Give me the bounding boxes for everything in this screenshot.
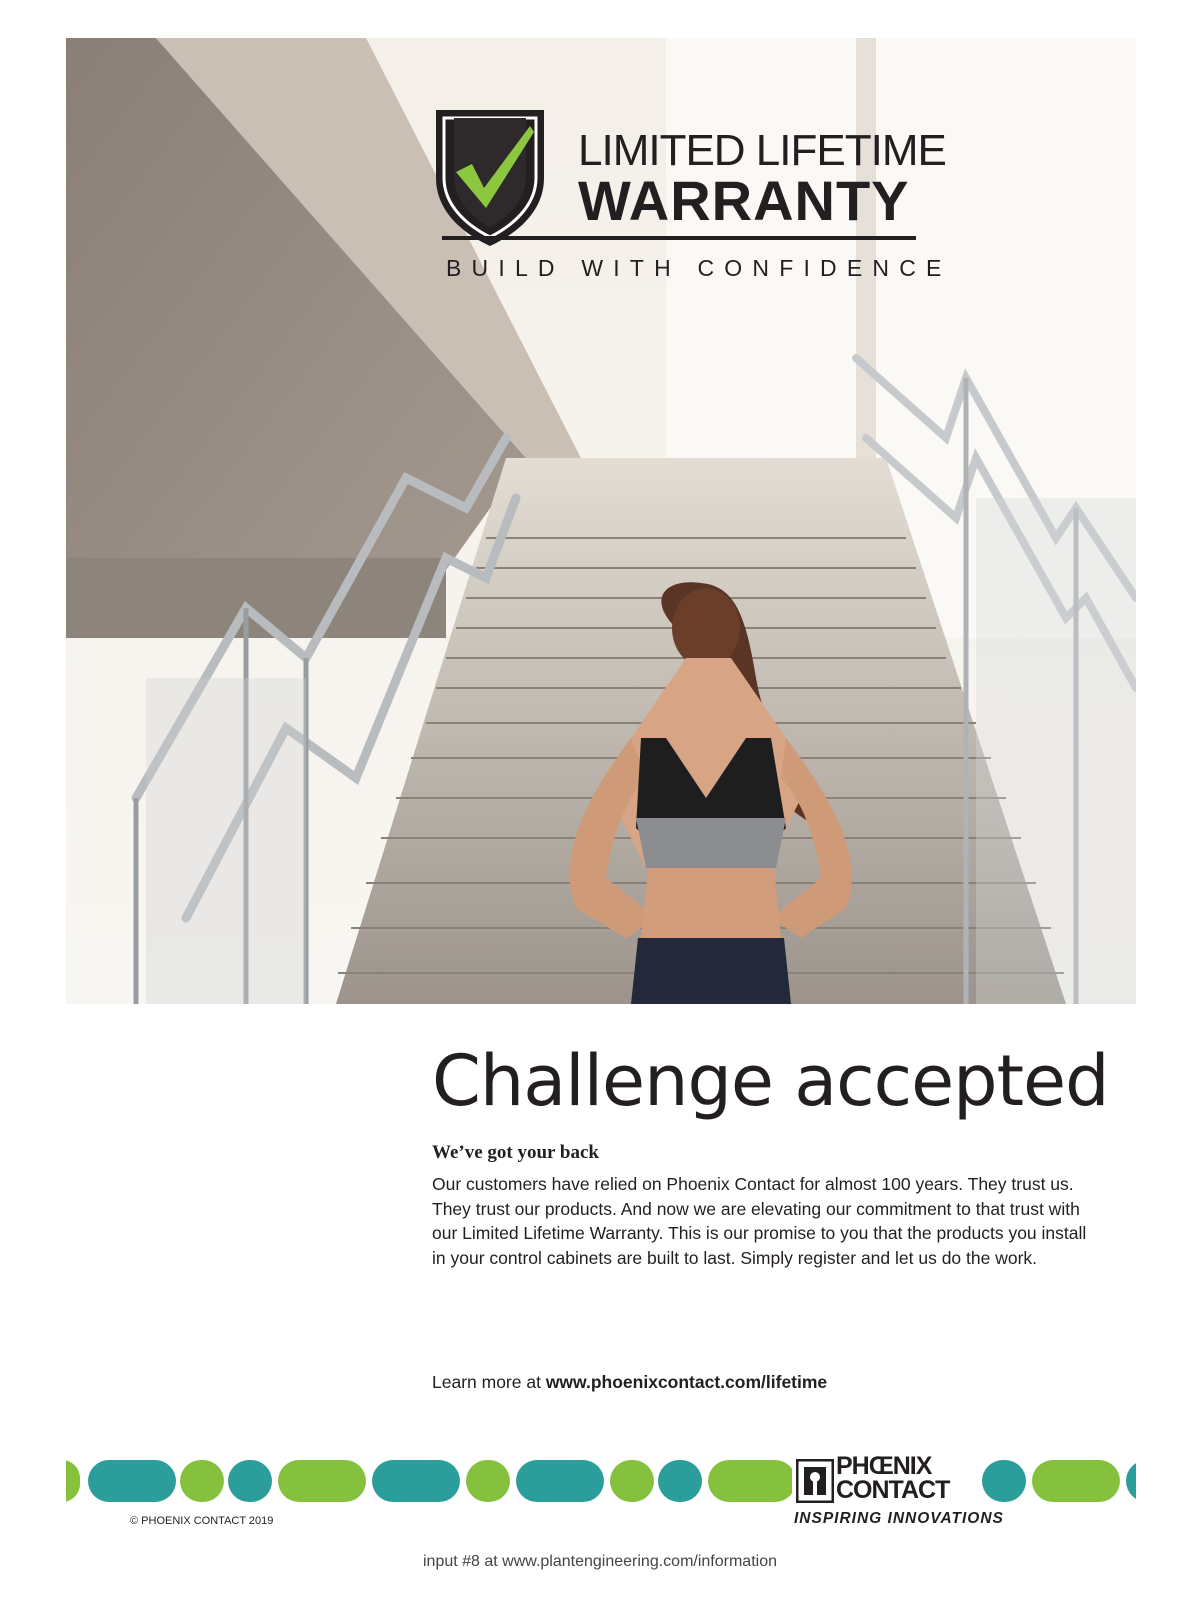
logo-wordmark: [836, 1454, 949, 1502]
phoenix-logo-mark-icon: [796, 1459, 834, 1503]
footer-note: input #8 at www.plantengineering.com/information: [423, 1553, 777, 1570]
badge-line-limited-lifetime: LIMITED LIFETIME: [578, 126, 946, 175]
pill-teal: [516, 1460, 604, 1502]
warranty-badge: [430, 100, 952, 290]
badge-tagline: BUILD WITH CONFIDENCE: [446, 255, 952, 281]
decorative-pill-strip: [66, 1458, 1136, 1504]
pill-green: [466, 1460, 510, 1502]
badge-line-warranty: WARRANTY: [578, 169, 910, 232]
pill-green: [708, 1460, 796, 1502]
pill-green: [278, 1460, 366, 1502]
learn-more-line: [432, 1372, 827, 1393]
copyright-notice: © PHOENIX CONTACT 2019: [130, 1515, 274, 1527]
phoenix-contact-logo: [792, 1453, 972, 1509]
logo-line-phoenix: PHŒNIX: [836, 1452, 932, 1480]
pill-teal: [982, 1460, 1026, 1502]
pill-green: [66, 1460, 80, 1502]
pill-teal: [658, 1460, 702, 1502]
subheading: We’ve got your back: [432, 1142, 599, 1163]
shield-check-icon: [430, 100, 550, 250]
badge-divider: [442, 236, 916, 240]
headline: Challenge accepted: [432, 1040, 1109, 1122]
body-paragraph: Our customers have relied on Phoenix Contact for almost 100 years. They trust us. They trust our products. And now we are elevating our commitment to that trust with our Limited Lifetime Warranty. This is our promise to you that the products you install in your control cabinets are built to last. Simply register and let us do the work.: [432, 1174, 1087, 1268]
learn-more-prefix: Learn more at: [432, 1372, 546, 1392]
pill-teal: [1126, 1460, 1136, 1502]
pill-green: [610, 1460, 654, 1502]
pill-teal: [228, 1460, 272, 1502]
pill-teal: [88, 1460, 176, 1502]
learn-more-link[interactable]: www.phoenixcontact.com/lifetime: [545, 1372, 828, 1392]
logo-line-contact: CONTACT: [836, 1476, 950, 1504]
pill-green: [1032, 1460, 1120, 1502]
pill-green: [180, 1460, 224, 1502]
logo-tagline: INSPIRING INNOVATIONS: [794, 1510, 1004, 1527]
pill-teal: [372, 1460, 460, 1502]
